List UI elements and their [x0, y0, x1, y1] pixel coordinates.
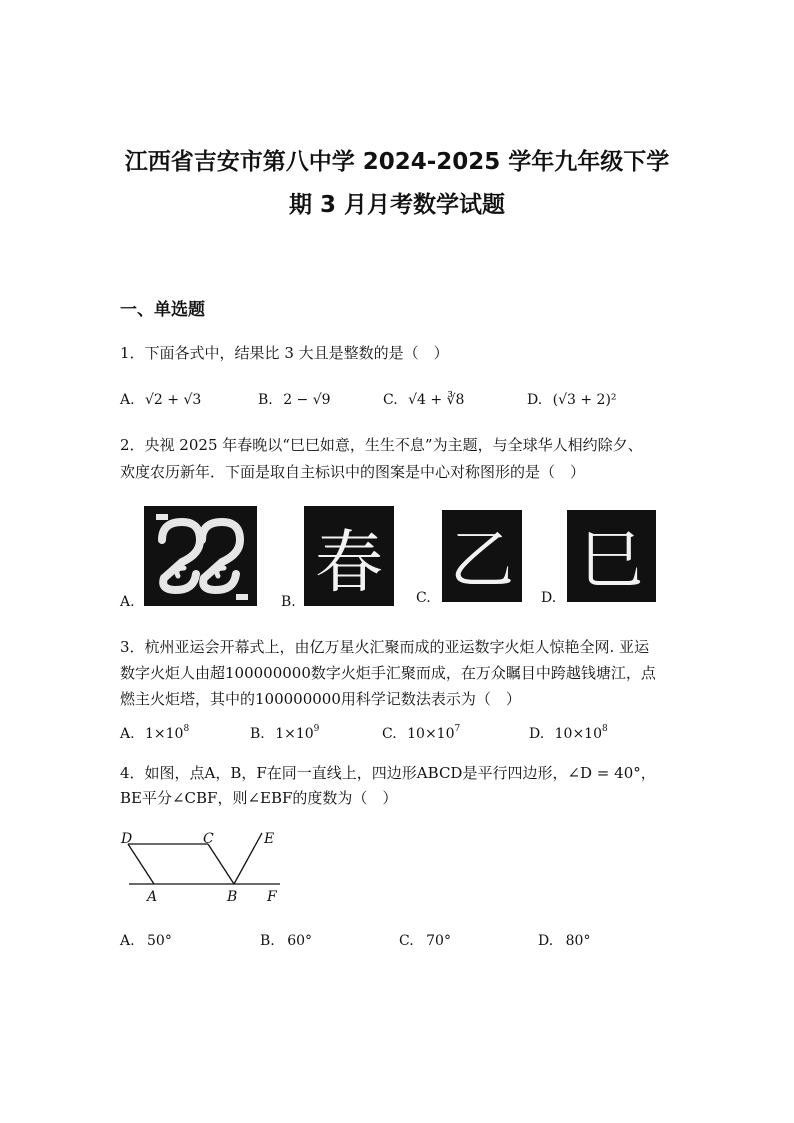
q3-stem-line3: 燃主火炬塔，其中的100000000用科学记数法表示为（ ）: [120, 690, 521, 708]
q4-option-a-value: 50°: [147, 933, 172, 949]
q4-option-b-value: 60°: [287, 933, 313, 949]
q2-option-a-letter[interactable]: A.: [120, 594, 135, 610]
q4-option-c-letter: C.: [399, 933, 414, 949]
q2-option-b-glyph: 春: [314, 524, 384, 603]
q3-option-a-letter: A.: [120, 726, 135, 742]
q4-option-c-value: 70°: [426, 933, 451, 949]
q2-option-d-letter[interactable]: D.: [541, 590, 557, 606]
q3-option-a-mantissa: 1×10: [145, 726, 184, 742]
segment-cb: [208, 844, 234, 884]
q2-option-c-letter[interactable]: C.: [416, 590, 431, 606]
q1-option-b-expr: 2 − √9: [283, 392, 331, 408]
q3-option-a[interactable]: [120, 724, 189, 742]
q2-stem-line2: 欢度农历新年．下面是取自主标识中的图案是中心对称图形的是（ ）: [120, 463, 586, 481]
q2-option-b-image[interactable]: [304, 506, 394, 606]
label-c: C: [203, 831, 214, 847]
q2-option-b-letter[interactable]: B.: [281, 594, 296, 610]
yi-character-icon: [442, 510, 522, 602]
label-b: B: [227, 889, 238, 905]
q1-option-a-expr: √2 + √3: [145, 392, 202, 408]
q3-option-c[interactable]: [382, 724, 460, 742]
label-a: A: [147, 889, 158, 905]
label-d: D: [121, 831, 133, 847]
q2-stem-line1: 2．央视 2025 年春晚以“巳巳如意，生生不息”为主题，与全球华人相约除夕、: [120, 436, 643, 454]
q3-option-d-exponent: 8: [602, 724, 608, 734]
section-heading: 一、单选题: [120, 300, 205, 320]
q1-option-b[interactable]: [258, 392, 331, 408]
q2-option-a-image[interactable]: [144, 506, 257, 606]
doc-title-line1: 江西省吉安市第八中学 2024-2025 学年九年级下学: [124, 149, 670, 175]
q4-option-a-letter: A.: [120, 933, 135, 949]
q2-option-c-image[interactable]: [442, 510, 522, 602]
q4-stem-line1: 4．如图，点A，B，F在同一直线上，四边形ABCD是平行四边形，∠D = 40°，: [120, 764, 656, 782]
q4-option-d-letter: D.: [538, 933, 554, 949]
q1-option-c-expr: √4 + ∛8: [408, 392, 465, 408]
q1-option-d-expr: (√3 + 2)²: [552, 392, 617, 408]
q4-option-a[interactable]: [120, 933, 172, 949]
q3-option-c-exponent: 7: [454, 724, 461, 734]
q3-option-a-exponent: 8: [183, 724, 190, 734]
q2-option-c-glyph: 乙: [450, 524, 514, 598]
ray-be: [234, 833, 262, 884]
q1-stem: 1．下面各式中，结果比 3 大且是整数的是（ ）: [120, 344, 449, 362]
q3-stem-line1: 3．杭州亚运会开幕式上，由亿万星火汇聚而成的亚运数字火炬人惊艳全网. 亚运: [120, 638, 650, 656]
q1-option-b-letter: B.: [258, 392, 273, 408]
q4-option-b-letter: B.: [260, 933, 275, 949]
q3-option-b-letter: B.: [250, 726, 265, 742]
q2-option-d-image[interactable]: [567, 510, 656, 602]
q3-option-d-mantissa: 10×10: [554, 726, 602, 742]
q3-option-d-letter: D.: [529, 726, 545, 742]
q3-stem-line2: 数字火炬人由超100000000数字火炬手汇聚而成，在万众瞩目中跨越钱塘江，点: [120, 664, 656, 682]
parallelogram-figure: [115, 825, 290, 907]
q4-option-b[interactable]: [260, 933, 312, 949]
q1-option-a-letter: A.: [120, 392, 135, 408]
q1-option-d[interactable]: [527, 392, 617, 408]
q4-stem-line2: BE平分∠CBF，则∠EBF的度数为（ ）: [120, 789, 398, 807]
label-f: F: [267, 889, 277, 905]
chun-character-icon: [304, 506, 394, 606]
q3-option-b-mantissa: 1×10: [275, 726, 314, 742]
swirl-logo-icon: [144, 506, 257, 606]
q3-option-b[interactable]: [250, 724, 319, 742]
q1-option-d-letter: D.: [527, 392, 543, 408]
q3-option-d[interactable]: [529, 724, 608, 742]
q3-option-c-letter: C.: [382, 726, 397, 742]
doc-title-line2: 期 3 月月考数学试题: [288, 192, 506, 218]
q3-option-c-mantissa: 10×10: [407, 726, 455, 742]
segment-da: [128, 844, 154, 884]
q3-option-b-exponent: 9: [313, 724, 320, 734]
q4-option-d-value: 80°: [565, 933, 591, 949]
q1-option-a[interactable]: [120, 392, 201, 408]
si-character-icon: [567, 510, 656, 602]
q1-option-c-letter: C.: [383, 392, 398, 408]
q2-option-d-glyph: 巳: [579, 524, 643, 598]
label-e: E: [264, 831, 275, 847]
q4-option-c[interactable]: [399, 933, 451, 949]
q4-option-d[interactable]: [538, 933, 590, 949]
q1-option-c[interactable]: [383, 392, 464, 408]
